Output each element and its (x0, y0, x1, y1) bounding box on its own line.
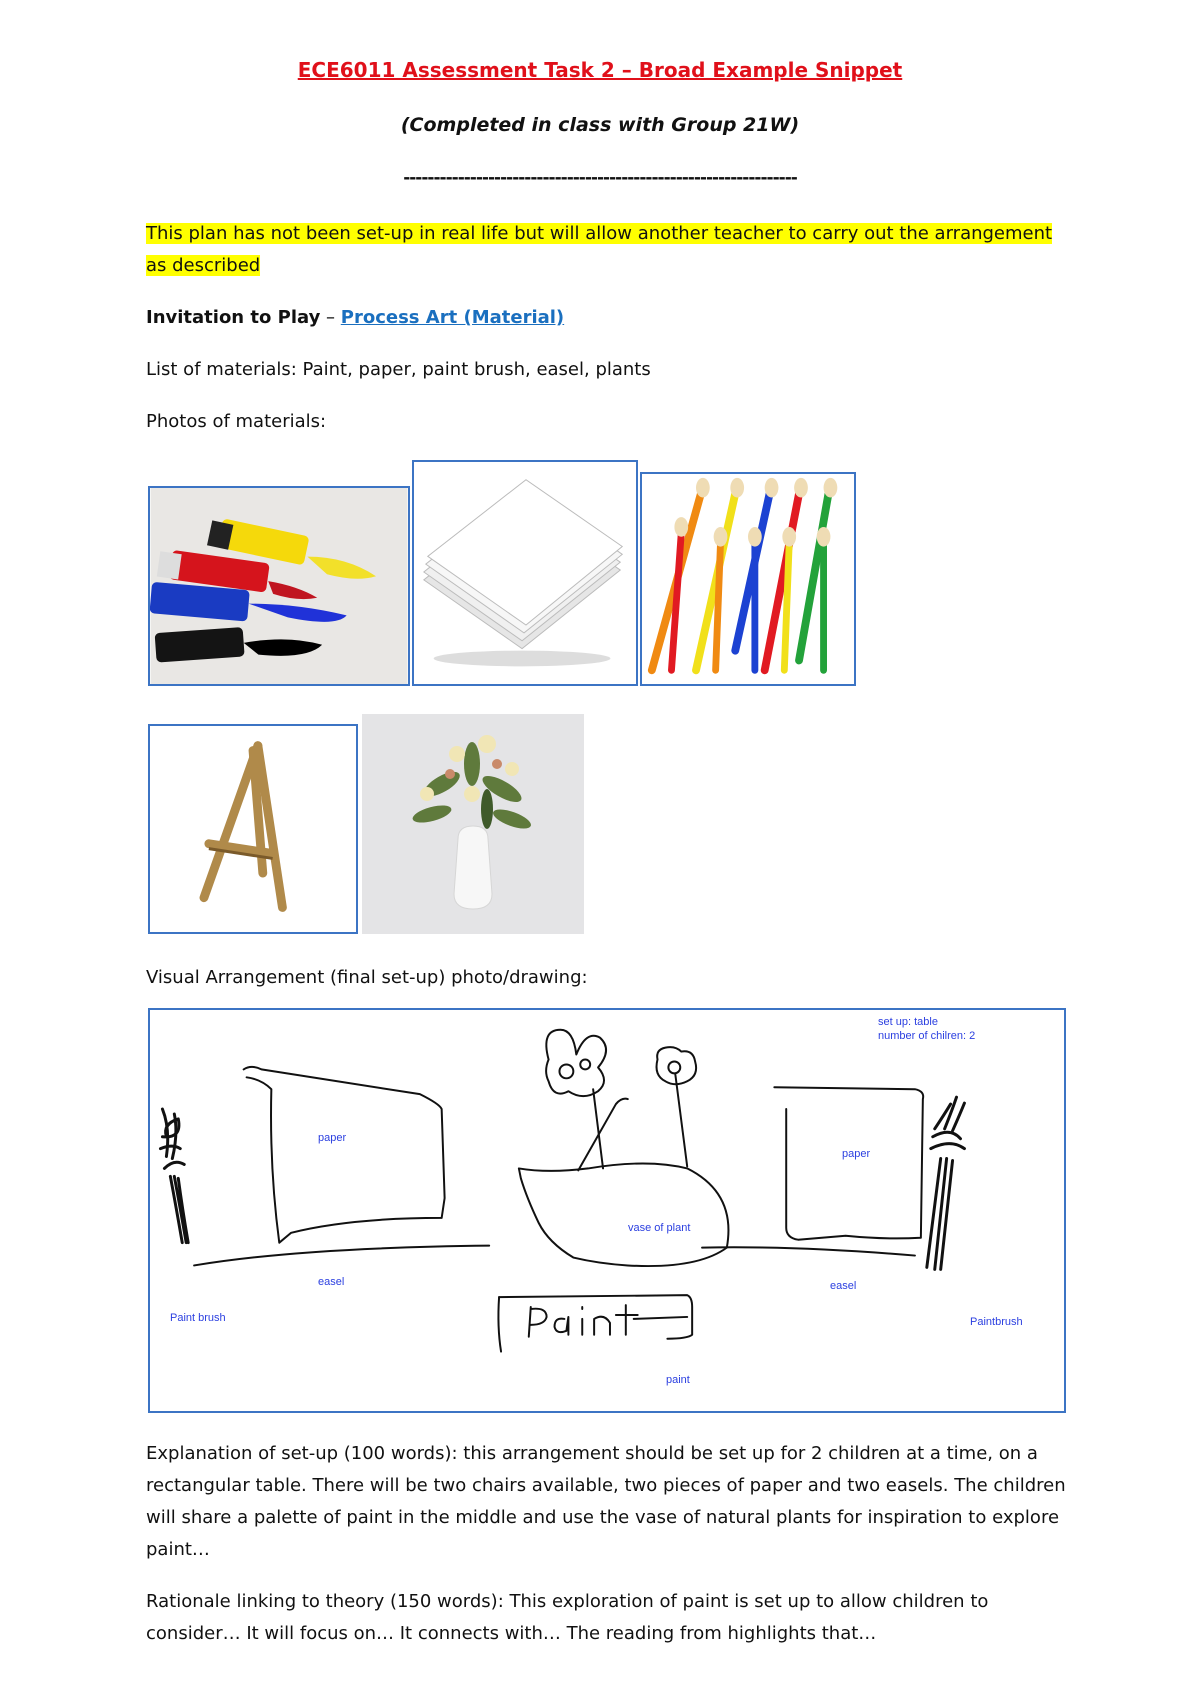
note-paragraph (146, 218, 1066, 282)
divider-line: ----------------------------------------------------------------- (403, 168, 797, 188)
explanation-paragraph (146, 1438, 1066, 1566)
rationale-label: Rationale linking to theory (150 words): (146, 1591, 504, 1612)
children-count-label: number of chilren: 2 (878, 1030, 976, 1042)
paintbrush-left-label: Paint brush (170, 1312, 226, 1324)
materials-list: List of materials: Paint, paper, paint brush, easel, plants (146, 359, 651, 380)
paint-label: paint (666, 1374, 690, 1386)
process-art-link[interactable]: Process Art (Material) (340, 307, 565, 328)
easel-left-label: easel (318, 1276, 345, 1288)
invitation-dash: – (320, 307, 341, 328)
paper-stack-photo (412, 460, 638, 686)
plant-vase-photo (362, 714, 584, 934)
rationale-paragraph (146, 1586, 1066, 1650)
setup-label: set up: table (878, 1016, 938, 1028)
paint-brushes-photo (640, 472, 856, 686)
document-title: ECE6011 Assessment Task 2 – Broad Example Snippet (297, 58, 903, 82)
invitation-line (146, 302, 1066, 334)
easel-photo (148, 724, 358, 934)
easel-right-label: easel (830, 1280, 857, 1292)
invitation-label: Invitation to Play (146, 307, 321, 328)
paint-tubes-photo (148, 486, 410, 686)
vase-label: vase of plant (628, 1222, 691, 1234)
paper-left-label: paper (318, 1132, 347, 1144)
explanation-label: Explanation of set-up (100 words): (146, 1443, 458, 1464)
visual-arrangement-heading: Visual Arrangement (final set-up) photo/drawing: (146, 967, 588, 988)
paint-handwritten-text (150, 1010, 151, 1011)
paintbrush-right-label: Paintbrush (970, 1316, 1023, 1328)
photos-heading: Photos of materials: (146, 411, 327, 432)
arrangement-sketch (148, 1008, 1066, 1413)
highlighted-note: This plan has not been set-up in real life but will allow another teacher to carry out the arrangement as described (146, 223, 1053, 276)
document-subtitle: (Completed in class with Group 21W) (400, 114, 800, 136)
explanation-text: this arrangement should be set up for 2 children at a time, on a rectangular table. There will be two chairs available, two pieces of paper and two easels. The children will share a palette of paint in the middle and use the vase of natural plants for inspiration to explore paint… (146, 1443, 1066, 1560)
paper-right-label: paper (842, 1148, 871, 1160)
rationale-text: This exploration of paint is set up to allow children to consider… It will focus on… It connects with… The reading from highlights that… (146, 1591, 989, 1644)
